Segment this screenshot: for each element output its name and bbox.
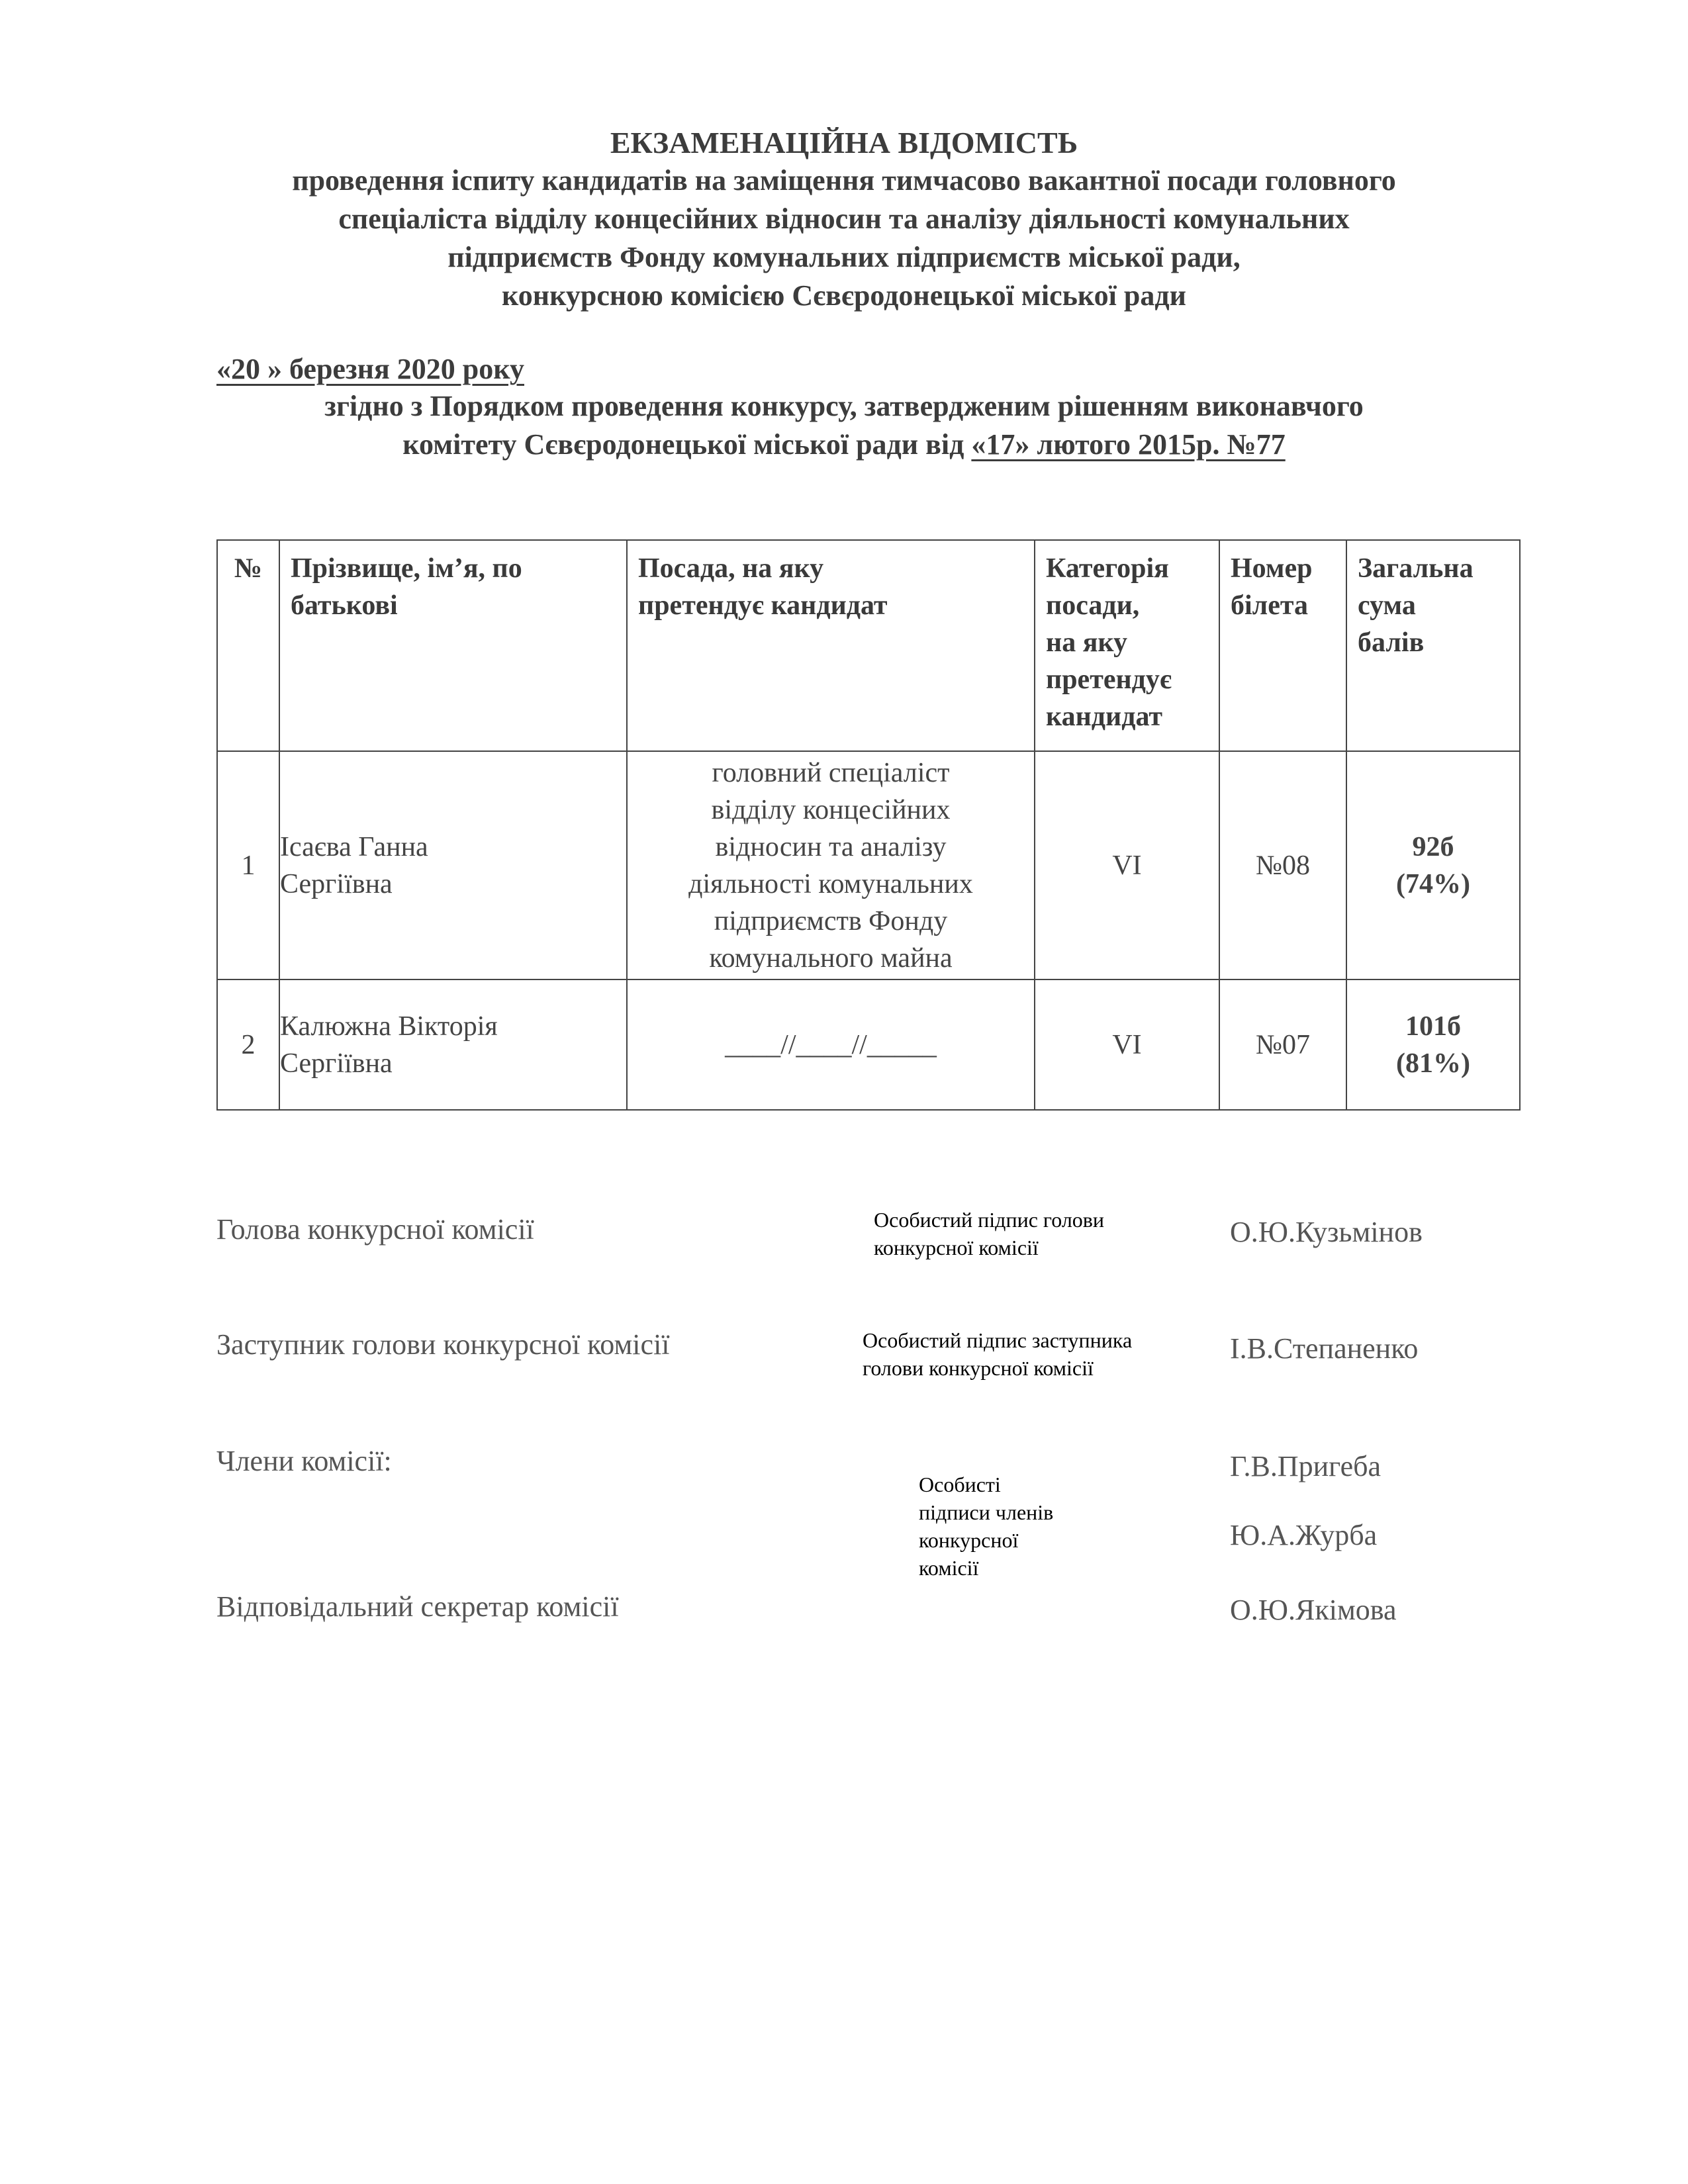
name-line: Калюжна Вікторія (280, 1011, 498, 1042)
candidate-position (627, 979, 1035, 1110)
note-line: конкурсної (919, 1528, 1019, 1552)
score-points: 92б (1412, 831, 1454, 862)
exam-results-table (216, 539, 1521, 1111)
header-line: Номер (1231, 553, 1313, 584)
column-header-number: № (217, 540, 279, 751)
header-line: Посада, на яку (638, 553, 824, 584)
header-line: Категорія (1046, 553, 1169, 584)
header-line: батькові (291, 590, 398, 621)
position-line: головний спеціаліст (712, 757, 950, 788)
subtitle-line: конкурсною комісією Сєвєродонецької міської ради (502, 279, 1186, 312)
subtitle-line: проведення іспиту кандидатів на заміщення тимчасово вакантної посади головного (292, 164, 1396, 197)
header-line: посади, (1046, 590, 1140, 621)
legal-basis (0, 387, 1688, 464)
document-title: ЕКЗАМЕНАЦІЙНА ВІДОМІСТЬ (610, 126, 1078, 159)
secretary-label: Відповідальний секретар комісії (216, 1590, 619, 1623)
column-header-name (279, 540, 627, 751)
row-number: 2 (217, 979, 279, 1110)
note-line: голови конкурсної комісії (863, 1356, 1094, 1380)
column-header-category (1035, 540, 1219, 751)
name-line: Сергіївна (280, 868, 393, 899)
header-line: претендує (1046, 664, 1172, 695)
row-number: 1 (217, 751, 279, 979)
member-name: Ю.А.Журба (1230, 1519, 1378, 1551)
position-line: діяльності комунальних (688, 868, 973, 899)
header-line: кандидат (1046, 702, 1162, 732)
basis-line-2-prefix: комітету Сєвєродонецької міської ради від (402, 428, 972, 461)
subtitle-line: спеціаліста відділу концесійних відносин та аналізу діяльності комунальних (338, 203, 1350, 235)
position-line: ____//____//_____ (725, 1029, 937, 1060)
members-signature-note (919, 1471, 1053, 1582)
name-line: Сергіївна (280, 1048, 393, 1079)
deputy-label: Заступник голови конкурсної комісії (216, 1328, 670, 1361)
chair-label: Голова конкурсної комісії (216, 1213, 534, 1246)
header-line: сума (1358, 590, 1416, 621)
note-line: конкурсної комісії (874, 1236, 1039, 1259)
header-line: на яку (1046, 627, 1128, 658)
position-line: підприємств Фонду (714, 905, 948, 936)
score-percent: (81%) (1396, 1048, 1470, 1079)
chair-signature-note (874, 1206, 1104, 1261)
header-line: балів (1358, 627, 1425, 658)
deputy-name: І.В.Степаненко (1230, 1332, 1419, 1365)
note-line: Особистий підпис заступника (863, 1328, 1133, 1352)
position-line: комунального майна (709, 942, 953, 974)
total-score (1346, 751, 1520, 979)
total-score (1346, 979, 1520, 1110)
position-line: відділу концесійних (711, 794, 951, 825)
note-line: комісії (919, 1556, 979, 1580)
header-line: Прізвище, ім’я, по (291, 553, 522, 584)
position-line: відносин та аналізу (715, 831, 947, 862)
ticket-number: №08 (1219, 751, 1346, 979)
table-header-row (217, 540, 1520, 751)
name-line: Ісаєва Ганна (280, 831, 428, 862)
note-line: підписи членів (919, 1500, 1054, 1524)
chair-name: О.Ю.Кузьмінов (1230, 1216, 1423, 1248)
exam-date: «20 » березня 2020 року (216, 353, 524, 385)
note-line: Особисті (919, 1473, 1001, 1496)
position-category: VI (1035, 751, 1219, 979)
member-name: Г.В.Пригеба (1230, 1450, 1382, 1482)
table-row (217, 979, 1520, 1110)
members-label: Члени комісії: (216, 1445, 392, 1477)
header-line: Загальна (1358, 553, 1474, 584)
subtitle-line: підприємств Фонду комунальних підприємств міської ради, (447, 241, 1241, 273)
candidate-name (279, 751, 627, 979)
document-subtitle (0, 161, 1688, 315)
ticket-number: №07 (1219, 979, 1346, 1110)
column-header-position (627, 540, 1035, 751)
deputy-signature-note (863, 1326, 1132, 1382)
column-header-score (1346, 540, 1520, 751)
score-points: 101б (1405, 1011, 1461, 1042)
position-category: VI (1035, 979, 1219, 1110)
basis-line-2 (0, 426, 1688, 464)
decision-reference: «17» лютого 2015р. №77 (971, 428, 1286, 461)
header-line: білета (1231, 590, 1309, 621)
score-percent: (74%) (1396, 868, 1470, 899)
column-header-ticket (1219, 540, 1346, 751)
table-row (217, 751, 1520, 979)
basis-line-1: згідно з Порядком проведення конкурсу, затвердженим рішенням виконавчого (324, 390, 1364, 422)
candidate-position (627, 751, 1035, 979)
secretary-name: О.Ю.Якімова (1230, 1594, 1397, 1626)
header-line: претендує кандидат (638, 590, 888, 621)
note-line: Особистий підпис голови (874, 1208, 1105, 1232)
candidate-name (279, 979, 627, 1110)
